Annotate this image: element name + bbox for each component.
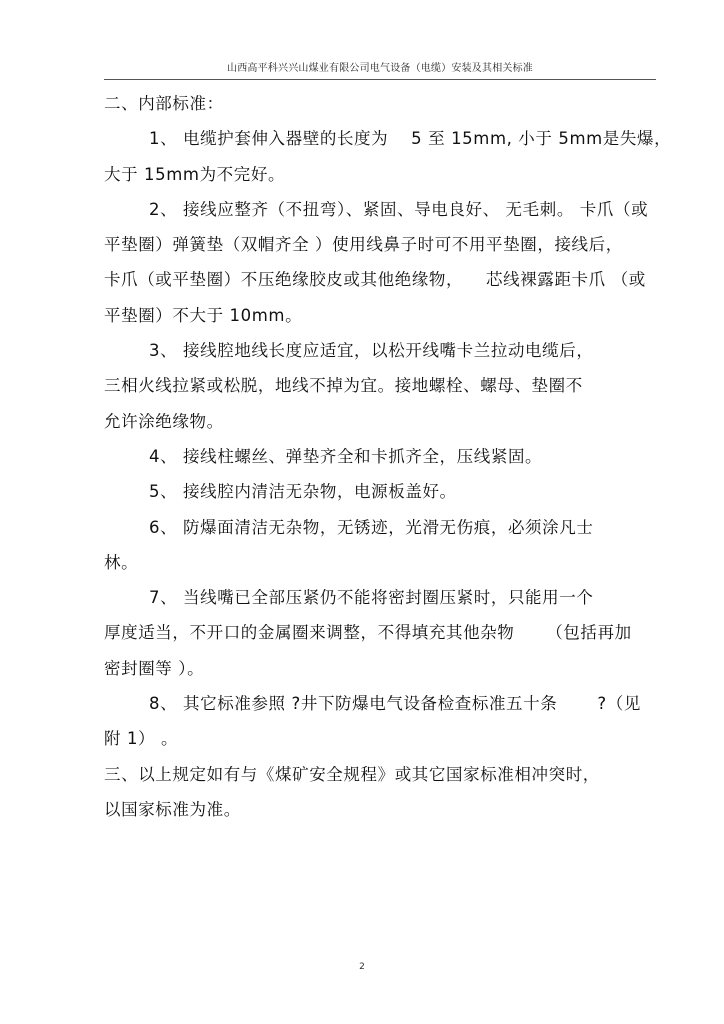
paragraph-line: 1、 电缆护套伸入器壁的长度为 5 至 15mm, 小于 5mm是失爆， xyxy=(149,129,672,149)
paragraph-line: 允许涂绝缘物。 xyxy=(104,411,224,431)
paragraph-line: 三相火线拉紧或松脱，地线不掉为宜。接地螺栓、螺母、垫圈不 xyxy=(104,376,583,396)
paragraph-line: 大于 15mm为不完好。 xyxy=(104,164,286,184)
paragraph-line: 平垫圈）不大于 10mm。 xyxy=(104,305,303,325)
paragraph-line: 8、 其它标准参照 ?井下防爆电气设备检查标准五十条 ?（见 xyxy=(149,694,641,714)
paragraph-line: 2、 接线应整齐（不扭弯）、紧固、导电良好、 无毛刺。 卡爪（或 xyxy=(149,199,649,219)
running-header: 山西高平科兴兴山煤业有限公司电气设备（电缆）安装及其相关标准 xyxy=(227,63,533,74)
paragraph-line: 4、 接线柱螺丝、弹垫齐全和卡抓齐全，压线紧固。 xyxy=(149,446,543,466)
paragraph-line: 平垫圈）弹簧垫（双帽齐全 ）使用线鼻子时可不用平垫圈，接线后， xyxy=(104,235,623,255)
paragraph-line: 林。 xyxy=(104,552,139,572)
document-body xyxy=(104,86,672,827)
paragraph-line: 密封圈等 ）。 xyxy=(104,658,205,678)
section-heading: 二、内部标准： xyxy=(104,94,224,113)
paragraph-line: 3、 接线腔地线长度应适宜，以松开线嘴卡兰拉动电缆后， xyxy=(149,341,594,361)
paragraph-line: 厚度适当，不开口的金属圈来调整，不得填充其他杂物 （包括再加 xyxy=(104,623,632,643)
paragraph-line: 6、 防爆面清洁无杂物，无锈迹，光滑无伤痕，必须涂凡士 xyxy=(149,517,594,537)
section-heading: 三、以上规定如有与《煤矿安全规程》或其它国家标准相冲突时， xyxy=(104,764,600,784)
paragraph-line: 附 1） 。 xyxy=(104,729,179,749)
paragraph-line: 7、 当线嘴已全部压紧仍不能将密封圈压紧时，只能用一个 xyxy=(149,588,594,608)
paragraph-line: 卡爪（或平垫圈）不压绝缘胶皮或其他绝缘物， 芯线裸露距卡爪 （或 xyxy=(104,270,646,290)
header-divider xyxy=(104,79,656,80)
paragraph-line: 5、 接线腔内清洁无杂物，电源板盖好。 xyxy=(149,482,457,502)
paragraph-line: 以国家标准为准。 xyxy=(104,799,241,819)
page-number: 2 xyxy=(359,962,365,972)
